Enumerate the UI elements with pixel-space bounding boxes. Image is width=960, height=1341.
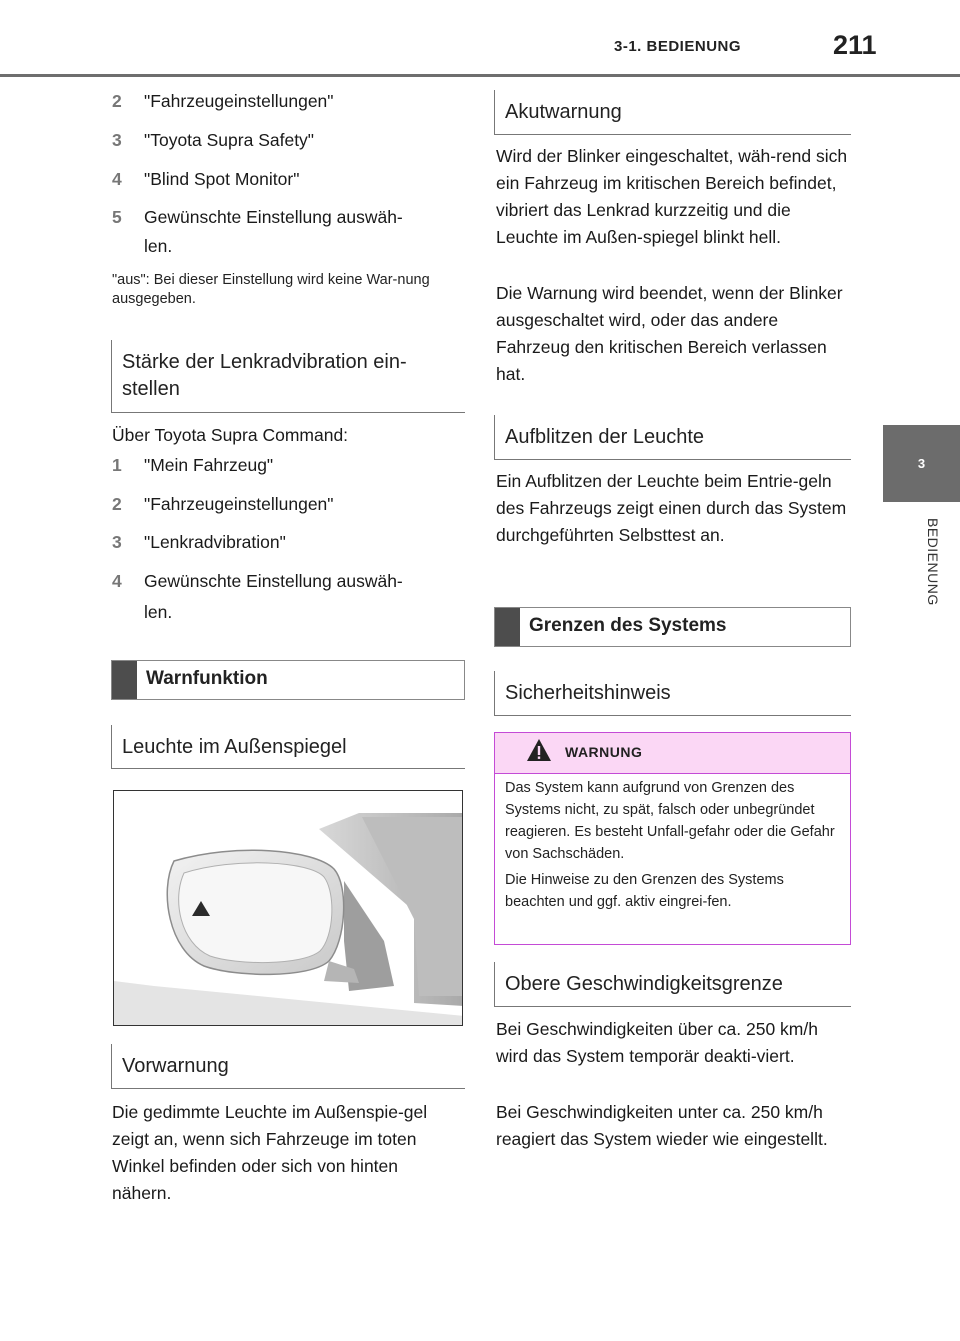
warning-icon: [526, 738, 552, 762]
chapter-tab[interactable]: 3: [883, 425, 960, 502]
warning-box: [494, 732, 851, 945]
step-text: "Lenkradvibration": [144, 532, 286, 552]
mirror-illustration: [113, 790, 463, 1026]
step-text: "Mein Fahrzeug": [144, 455, 274, 475]
step-number: 4: [112, 571, 122, 591]
step-text: Gewünschte Einstellung auswäh-: [144, 207, 403, 227]
step-text-cont: len.: [144, 236, 173, 256]
step-number: 2: [112, 494, 122, 514]
heading-vorwarnung: Vorwarnung: [111, 1044, 465, 1089]
heading-akutwarnung: Akutwarnung: [494, 90, 851, 135]
step-text-cont: len.: [144, 602, 173, 622]
warning-text-2: Die Hinweise zu den Grenzen des Systems beachten und ggf. aktiv eingrei-fen.: [505, 872, 784, 910]
chapter-side-label: BEDIENUNG: [925, 518, 941, 606]
step-number: 4: [112, 169, 122, 189]
list-item: [112, 567, 465, 627]
heading-label: Warnfunktion: [146, 668, 268, 689]
heading-warnfunktion: [111, 660, 465, 700]
heading-leuchte: Leuchte im Außenspiegel: [111, 725, 465, 769]
mirror-drawing: [114, 791, 463, 1026]
step-number: 1: [112, 455, 122, 475]
list-item: [112, 451, 465, 480]
note-text: "aus": Bei dieser Einstellung wird keine War-nung ausgegeben.: [112, 272, 430, 307]
list-item: [112, 126, 465, 155]
heading-obere-geschwindigkeitsgrenze: Obere Geschwindigkeitsgrenze: [494, 962, 851, 1007]
heading-bar: [495, 608, 520, 646]
list-item: [112, 87, 465, 116]
warning-header: [495, 733, 850, 774]
heading-bar: [112, 661, 137, 699]
heading-grenzen: [494, 607, 851, 647]
step-number: 3: [112, 532, 122, 552]
step-number: 5: [112, 207, 122, 227]
obere-text-1: Bei Geschwindigkeiten über ca. 250 km/h wird das System temporär deakti-viert.: [496, 1019, 818, 1066]
heading-sicherheitshinweis: Sicherheitshinweis: [494, 671, 851, 716]
obere-text-2: Bei Geschwindigkeiten unter ca. 250 km/h reagiert das System wieder wie eingestellt.: [496, 1102, 828, 1149]
step-text: "Fahrzeugeinstellungen": [144, 494, 334, 514]
step-text: Gewünschte Einstellung auswäh-: [144, 571, 403, 591]
aufblitzen-text: Ein Aufblitzen der Leuchte beim Entrie-geln des Fahrzeugs zeigt einen durch das System durchgeführten Selbsttest an.: [496, 471, 847, 545]
warning-label: WARNUNG: [565, 744, 643, 760]
section-title: 3-1. BEDIENUNG: [614, 38, 742, 55]
header-divider: [0, 74, 960, 77]
step-number: 3: [112, 130, 122, 150]
heading-lenkradvibration: Stärke der Lenkradvibration ein-stellen: [111, 340, 465, 413]
step-number: 2: [112, 91, 122, 111]
vorwarnung-text: Die gedimmte Leuchte im Außenspie-gel zeigt an, wenn sich Fahrzeuge im toten Winkel befinden oder sich von hinten nähern.: [112, 1102, 428, 1203]
akut-text-2: Die Warnung wird beendet, wenn der Blinker ausgeschaltet wird, oder das andere Fahrzeug den kritischen Bereich verlassen hat.: [496, 283, 843, 384]
list-item: [112, 203, 465, 263]
page-number: 211: [833, 30, 877, 60]
list-item: [112, 528, 465, 557]
step-text: "Fahrzeugeinstellungen": [144, 91, 334, 111]
list-item: [112, 490, 465, 519]
intro-command: Über Toyota Supra Command:: [112, 425, 349, 445]
heading-aufblitzen: Aufblitzen der Leuchte: [494, 415, 851, 460]
akut-text-1: Wird der Blinker eingeschaltet, wäh-rend sich ein Fahrzeug im kritischen Bereich befindet, vibriert das Lenkrad kurzzeitig und die Leuchte im Außen-spiegel blinkt hell.: [496, 146, 848, 247]
warning-text-1: Das System kann aufgrund von Grenzen des Systems nicht, zu spät, falsch oder unbegründet reagieren. Es besteht Unfall-gefahr oder die Gefahr von Sachschäden.: [505, 780, 835, 862]
heading-label: Grenzen des Systems: [529, 615, 727, 636]
step-text: "Blind Spot Monitor": [144, 169, 300, 189]
list-item: [112, 165, 465, 194]
step-text: "Toyota Supra Safety": [144, 130, 315, 150]
